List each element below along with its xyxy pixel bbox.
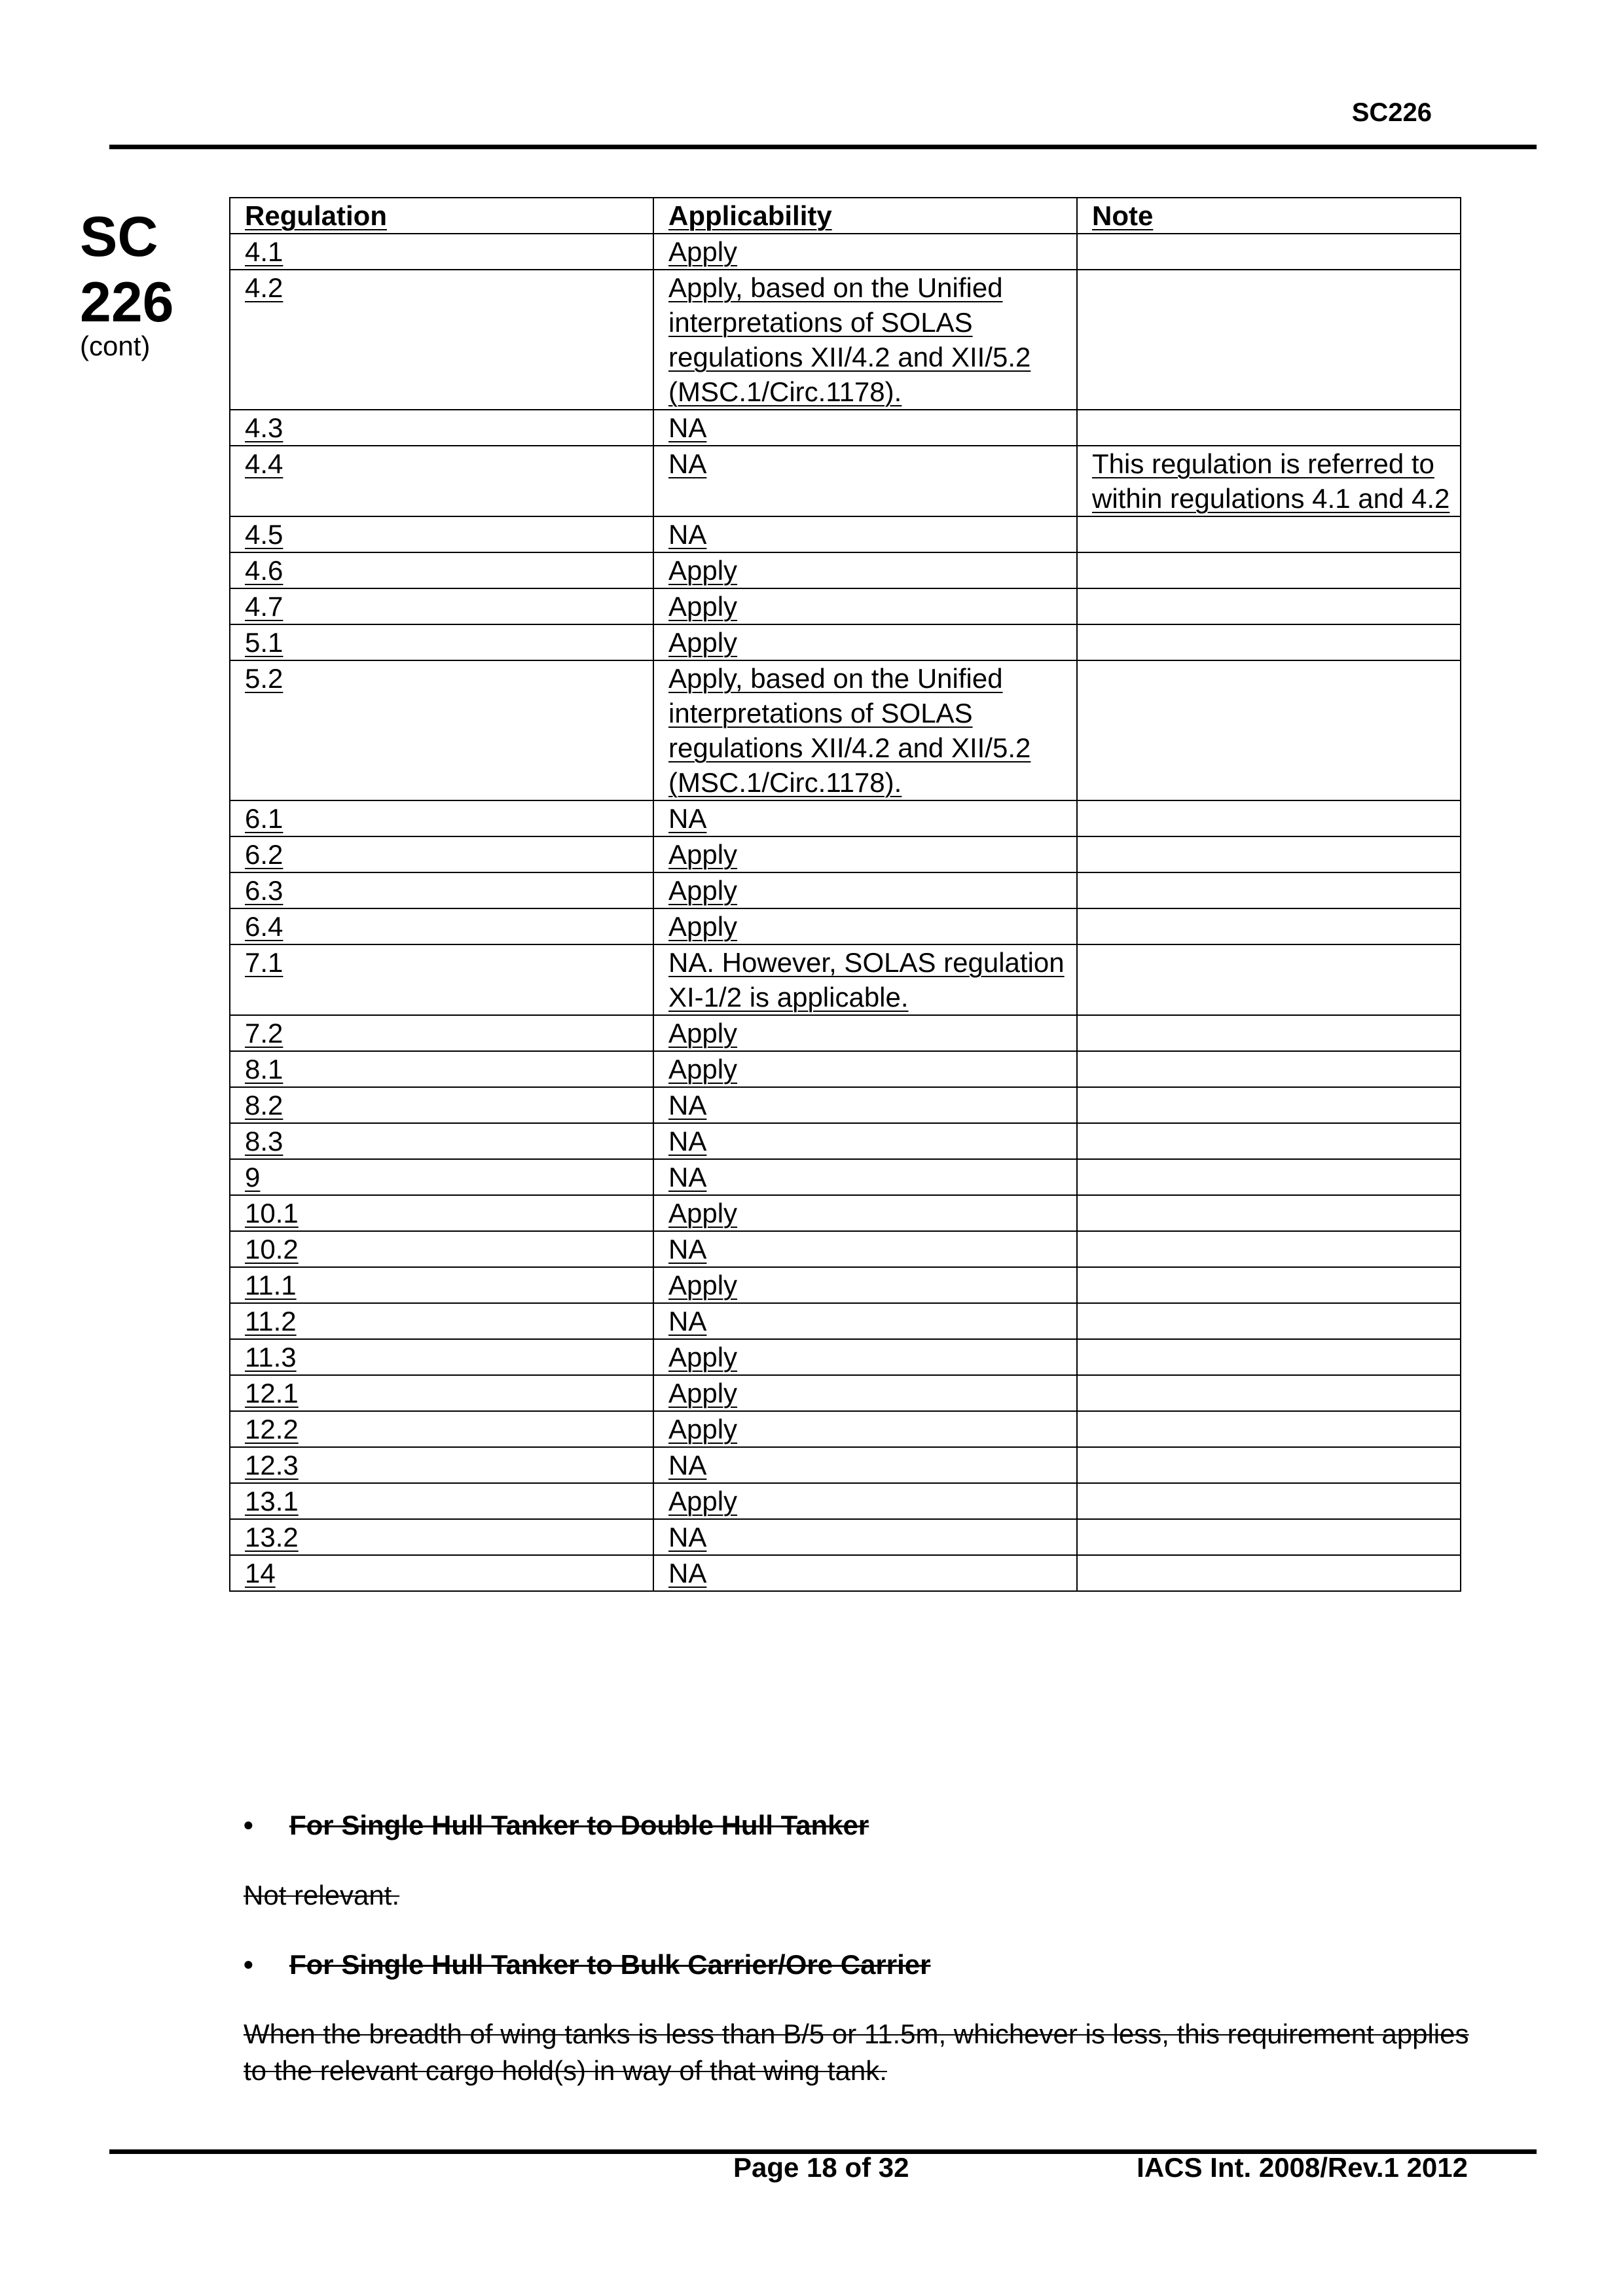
section-heading-bulk-carrier: [244, 1949, 931, 1981]
cell-applicability: NA: [653, 516, 1077, 552]
bullet-icon: •: [244, 1949, 253, 1980]
table-row: [230, 552, 1461, 588]
regulation-table: [229, 197, 1461, 1592]
cell-applicability: NA: [653, 1123, 1077, 1159]
cell-note: [1077, 270, 1461, 410]
cell-regulation: 14: [230, 1555, 653, 1591]
cell-regulation: 10.1: [230, 1195, 653, 1231]
cell-regulation: 10.2: [230, 1231, 653, 1267]
side-code-line1: SC: [80, 206, 158, 268]
cell-applicability: Apply: [653, 1015, 1077, 1051]
cell-applicability: NA: [653, 1159, 1077, 1195]
cell-regulation: 11.2: [230, 1303, 653, 1339]
cell-regulation: 11.3: [230, 1339, 653, 1375]
cell-note: [1077, 1555, 1461, 1591]
cell-note: [1077, 1015, 1461, 1051]
header-code: SC226: [1351, 98, 1432, 127]
table-row: [230, 1375, 1461, 1411]
cell-note: [1077, 908, 1461, 944]
cell-regulation: 9: [230, 1159, 653, 1195]
cell-applicability: NA: [653, 1231, 1077, 1267]
cell-regulation: 6.4: [230, 908, 653, 944]
cell-regulation: 5.1: [230, 624, 653, 660]
cell-note: [1077, 1411, 1461, 1447]
table-row: [230, 1087, 1461, 1123]
section-heading-double-hull: [244, 1810, 869, 1841]
cell-applicability: Apply: [653, 552, 1077, 588]
cell-applicability: NA: [653, 800, 1077, 836]
cell-note: [1077, 1087, 1461, 1123]
cell-note: [1077, 1051, 1461, 1087]
table-row: [230, 1303, 1461, 1339]
cell-note: [1077, 872, 1461, 908]
cell-note: [1077, 660, 1461, 800]
cell-applicability: NA: [653, 410, 1077, 446]
cell-applicability: Apply: [653, 1375, 1077, 1411]
cell-regulation: 4.5: [230, 516, 653, 552]
cell-note: [1077, 410, 1461, 446]
cell-note: [1077, 516, 1461, 552]
cell-regulation: 7.1: [230, 944, 653, 1015]
cell-applicability: Apply: [653, 624, 1077, 660]
cell-regulation: 4.7: [230, 588, 653, 624]
table-row: [230, 1519, 1461, 1555]
table-row: [230, 1231, 1461, 1267]
cell-applicability: Apply: [653, 1051, 1077, 1087]
cell-regulation: 5.2: [230, 660, 653, 800]
table-row: [230, 588, 1461, 624]
bullet-icon: •: [244, 1810, 253, 1840]
section-heading-text: For Single Hull Tanker to Double Hull Tanker: [289, 1810, 869, 1840]
cell-applicability: Apply, based on the Unified interpretations of SOLAS regulations XII/4.2 and XII/5.2 (MSC.1/Circ.1178).: [653, 660, 1077, 800]
table-row: [230, 800, 1461, 836]
column-header-regulation: Regulation: [230, 198, 653, 234]
table-row: [230, 660, 1461, 800]
table-row: [230, 1339, 1461, 1375]
table-row: [230, 908, 1461, 944]
cell-note: [1077, 944, 1461, 1015]
cell-note: [1077, 1303, 1461, 1339]
table-row: [230, 836, 1461, 872]
cell-applicability: Apply, based on the Unified interpretations of SOLAS regulations XII/4.2 and XII/5.2 (MSC.1/Circ.1178).: [653, 270, 1077, 410]
cell-applicability: NA: [653, 1447, 1077, 1483]
table-row: [230, 1483, 1461, 1519]
cell-applicability: Apply: [653, 872, 1077, 908]
cell-applicability: Apply: [653, 908, 1077, 944]
cell-applicability: NA: [653, 1303, 1077, 1339]
table-row: [230, 234, 1461, 270]
cell-note: [1077, 588, 1461, 624]
cell-regulation: 4.2: [230, 270, 653, 410]
cell-regulation: 13.2: [230, 1519, 653, 1555]
cell-note: [1077, 624, 1461, 660]
cell-applicability: Apply: [653, 1411, 1077, 1447]
cell-regulation: 4.1: [230, 234, 653, 270]
cell-applicability: Apply: [653, 588, 1077, 624]
cell-regulation: 4.6: [230, 552, 653, 588]
cell-regulation: 7.2: [230, 1015, 653, 1051]
cell-note: [1077, 1375, 1461, 1411]
table-row: [230, 624, 1461, 660]
cell-note: [1077, 800, 1461, 836]
cell-regulation: 6.2: [230, 836, 653, 872]
table-row: [230, 410, 1461, 446]
cell-regulation: 8.2: [230, 1087, 653, 1123]
cell-note: This regulation is referred to within regulations 4.1 and 4.2: [1077, 446, 1461, 516]
cell-applicability: NA: [653, 446, 1077, 516]
table-row: [230, 1159, 1461, 1195]
table-body: [230, 234, 1461, 1591]
cell-applicability: Apply: [653, 836, 1077, 872]
cell-note: [1077, 1519, 1461, 1555]
cell-applicability: NA: [653, 1555, 1077, 1591]
footer-reference: IACS Int. 2008/Rev.1 2012: [1137, 2152, 1468, 2183]
cell-regulation: 8.1: [230, 1051, 653, 1087]
cell-regulation: 4.3: [230, 410, 653, 446]
cell-regulation: 4.4: [230, 446, 653, 516]
cell-note: [1077, 1231, 1461, 1267]
cell-note: [1077, 1123, 1461, 1159]
cell-regulation: 12.2: [230, 1411, 653, 1447]
cell-regulation: 12.1: [230, 1375, 653, 1411]
column-header-applicability: Applicability: [653, 198, 1077, 234]
table-row: [230, 872, 1461, 908]
table-row: [230, 270, 1461, 410]
cell-regulation: 11.1: [230, 1267, 653, 1303]
cell-note: [1077, 1195, 1461, 1231]
cell-regulation: 12.3: [230, 1447, 653, 1483]
cell-note: [1077, 1483, 1461, 1519]
table-row: [230, 1051, 1461, 1087]
cell-note: [1077, 836, 1461, 872]
cell-applicability: Apply: [653, 1267, 1077, 1303]
table-row: [230, 1411, 1461, 1447]
cell-regulation: 6.3: [230, 872, 653, 908]
cell-note: [1077, 1267, 1461, 1303]
table-row: [230, 516, 1461, 552]
cell-applicability: Apply: [653, 1195, 1077, 1231]
cell-note: [1077, 552, 1461, 588]
table-row: [230, 446, 1461, 516]
footer-page-number: Page 18 of 32: [733, 2152, 909, 2183]
cell-note: [1077, 234, 1461, 270]
cell-applicability: Apply: [653, 234, 1077, 270]
section-text-bulk-carrier: When the breadth of wing tanks is less than B/5 or 11.5m, whichever is less, this requirement applies to the relevant cargo hold(s) in way of that wing tank.: [244, 2018, 1469, 2086]
table-row: [230, 944, 1461, 1015]
cell-regulation: 13.1: [230, 1483, 653, 1519]
cell-applicability: Apply: [653, 1339, 1077, 1375]
table-row: [230, 1555, 1461, 1591]
table-row: [230, 1123, 1461, 1159]
cell-regulation: 8.3: [230, 1123, 653, 1159]
header-rule: [109, 145, 1537, 149]
table-row: [230, 1195, 1461, 1231]
cell-note: [1077, 1339, 1461, 1375]
column-header-note: Note: [1077, 198, 1461, 234]
cell-applicability: Apply: [653, 1483, 1077, 1519]
side-cont-label: (cont): [80, 331, 151, 361]
table-header-row: [230, 198, 1461, 234]
table-row: [230, 1015, 1461, 1051]
side-code-line2: 226: [80, 271, 174, 334]
section-heading-text: For Single Hull Tanker to Bulk Carrier/Ore Carrier: [289, 1949, 931, 1980]
cell-note: [1077, 1159, 1461, 1195]
table-row: [230, 1267, 1461, 1303]
table-row: [230, 1447, 1461, 1483]
side-code: [80, 204, 185, 335]
cell-applicability: NA: [653, 1519, 1077, 1555]
section-text-double-hull: Not relevant.: [244, 1880, 400, 1910]
cell-regulation: 6.1: [230, 800, 653, 836]
cell-note: [1077, 1447, 1461, 1483]
cell-applicability: NA. However, SOLAS regulation XI-1/2 is applicable.: [653, 944, 1077, 1015]
cell-applicability: NA: [653, 1087, 1077, 1123]
